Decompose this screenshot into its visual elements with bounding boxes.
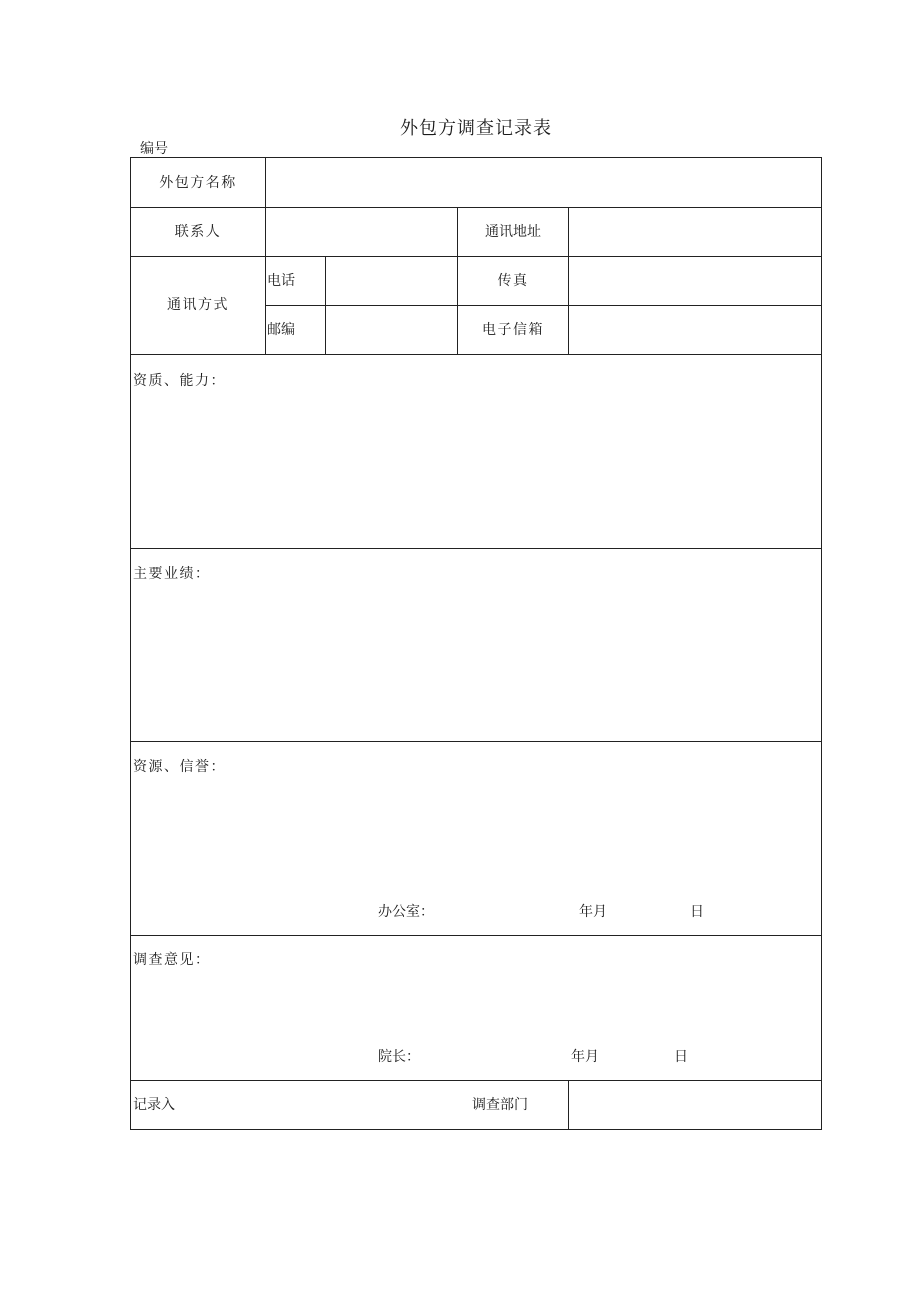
survey-department-label: 调查部门: [472, 1097, 528, 1113]
qualification-label: 资质、能力：: [133, 373, 226, 389]
row-divider: [131, 354, 821, 355]
row-divider: [131, 741, 821, 742]
column-divider: [457, 207, 458, 354]
recorder-label: 记录入: [133, 1097, 175, 1113]
contact-person-field[interactable]: [267, 209, 456, 255]
resources-field[interactable]: [132, 780, 820, 890]
serial-number-label: 编号: [140, 141, 168, 157]
director-date-year-month: 年月: [571, 1049, 599, 1065]
row-divider: [131, 256, 821, 257]
postcode-field[interactable]: [327, 307, 456, 353]
survey-opinion-field[interactable]: [132, 973, 820, 1043]
email-field[interactable]: [570, 307, 819, 353]
office-signature-label: 办公室：: [378, 904, 434, 920]
row-divider: [131, 207, 821, 208]
performance-field[interactable]: [132, 588, 820, 740]
phone-label: 电话: [267, 273, 295, 289]
column-divider: [265, 158, 266, 354]
contact-method-label: 通讯方式: [167, 297, 229, 313]
mailing-address-field[interactable]: [570, 209, 819, 255]
survey-department-field[interactable]: [570, 1082, 819, 1128]
column-divider: [325, 256, 326, 354]
row-divider: [131, 548, 821, 549]
vendor-name-label: 外包方名称: [159, 175, 237, 191]
email-label: 电子信箱: [482, 322, 544, 338]
fax-label: 传真: [497, 273, 529, 289]
row-divider: [131, 935, 821, 936]
performance-label: 主要业绩：: [133, 566, 211, 582]
director-date-day: 日: [674, 1049, 688, 1065]
qualification-field[interactable]: [132, 394, 820, 547]
postcode-label: 邮编: [267, 322, 295, 338]
fax-field[interactable]: [570, 258, 819, 304]
row-divider: [131, 1080, 821, 1081]
phone-field[interactable]: [327, 258, 456, 304]
row-divider: [265, 305, 821, 306]
resources-label: 资源、信誉：: [133, 759, 226, 775]
contact-person-label: 联系人: [174, 224, 222, 240]
column-divider: [568, 207, 569, 354]
mailing-address-label: 通讯地址: [485, 224, 541, 240]
office-date-day: 日: [690, 904, 704, 920]
document-title: 外包方调查记录表: [400, 118, 552, 139]
director-signature-label: 院长：: [378, 1049, 420, 1065]
vendor-name-field[interactable]: [267, 159, 819, 206]
survey-form-table: [130, 157, 822, 1130]
survey-opinion-label: 调查意见：: [133, 952, 211, 968]
office-date-year-month: 年月: [579, 904, 607, 920]
column-divider: [568, 1080, 569, 1129]
